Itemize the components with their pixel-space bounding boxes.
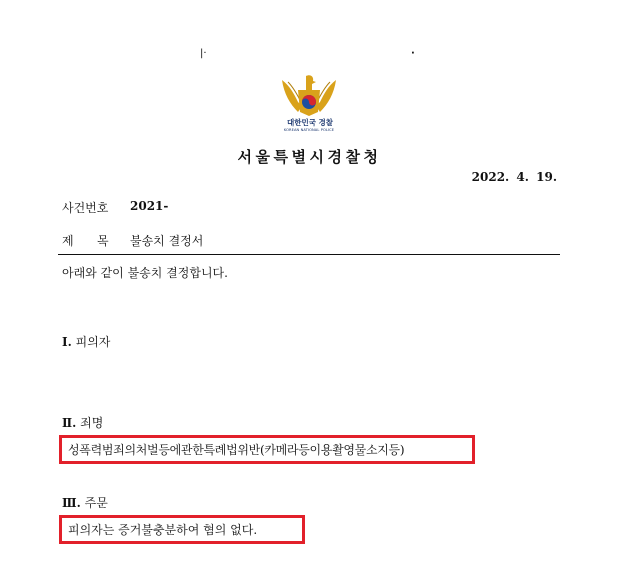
section-title: 피의자	[75, 335, 111, 349]
section-title: 죄명	[80, 416, 104, 430]
disposition-highlight-box	[59, 515, 305, 544]
intro-text: 아래와 같이 불송치 결정합니다.	[62, 266, 228, 280]
header-mark-left: |·	[200, 48, 207, 59]
case-number-value: 2021-	[130, 199, 169, 213]
organization-title: 서울특별시경찰청	[237, 148, 382, 166]
charge-content: 성폭력범죄의처벌등에관한특례법위반(카메라등이용촬영물소지등)	[68, 443, 405, 457]
section-numeral: Ⅲ.	[62, 496, 81, 510]
disposition-content: 피의자는 증거불충분하여 혐의 없다.	[68, 523, 258, 537]
header-mark-right: ·	[411, 48, 415, 59]
section-disposition	[62, 494, 108, 511]
subject-label-2: 목	[97, 234, 109, 248]
charge-highlight-box	[59, 435, 475, 464]
section-numeral: Ⅰ.	[62, 335, 72, 349]
logo-subtext: KOREAN NATIONAL POLICE	[283, 128, 335, 132]
section-numeral: Ⅱ.	[62, 416, 77, 430]
section-charge	[62, 414, 103, 431]
subject-value: 불송치 결정서	[130, 234, 204, 248]
divider-line	[58, 254, 560, 255]
case-number-label: 사건번호	[62, 201, 109, 215]
section-title: 주문	[84, 496, 108, 510]
logo-text: 대한민국 경찰	[286, 118, 334, 127]
document-date: 2022. 4. 19.	[471, 170, 557, 184]
subject-label-1: 제	[62, 234, 74, 248]
section-suspect	[62, 333, 110, 350]
